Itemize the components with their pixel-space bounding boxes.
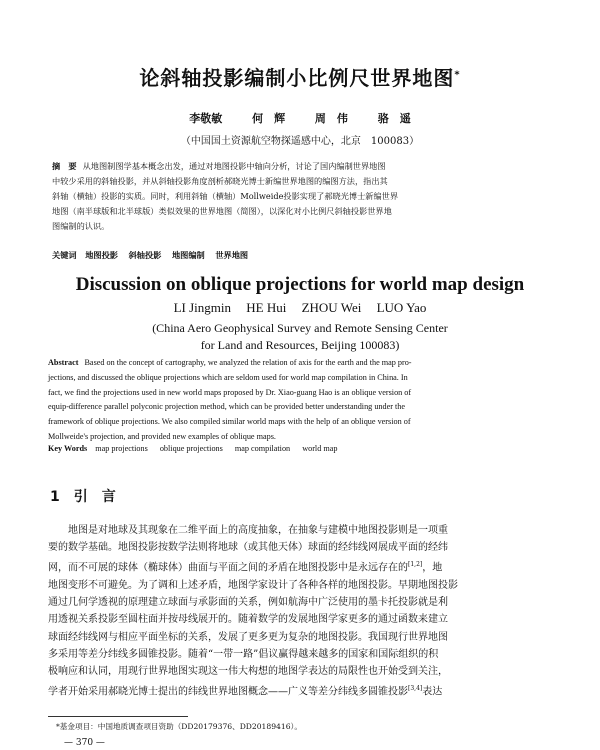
english-abstract-line: Mollweide's projection, and provided new examples of oblique maps. <box>48 431 276 441</box>
english-author: HE Hui <box>246 300 287 315</box>
english-keyword: world map <box>302 444 338 453</box>
english-author: LUO Yao <box>376 300 427 315</box>
english-abstract-line: jections, and discussed the oblique projections which are seldom used for world map compilation in China. In <box>48 372 408 382</box>
chinese-abstract-line: 图编制的认识。 <box>52 221 110 231</box>
footnote-mark: * <box>56 722 60 731</box>
english-affiliation-line: (China Aero Geophysical Survey and Remote Sensing Center <box>152 321 448 335</box>
chinese-author: 李敬敏 <box>189 112 223 125</box>
body-line: 用透视关系投影至圆柱面并按母线展开的。随着数学的发展地图学家更多的通过函数来建立 <box>48 614 448 626</box>
english-keywords <box>48 444 556 453</box>
chinese-abstract-label: 摘 要 <box>52 161 77 171</box>
chinese-authors <box>0 110 600 126</box>
footnote <box>56 721 302 732</box>
chinese-keywords <box>52 250 552 261</box>
body-line: 地图变形不可避免。为了调和上述矛盾，地图学家设计了各种各样的地图投影。早期地图投影 <box>48 579 458 591</box>
english-affiliation-line: for Land and Resources, Beijing 100083) <box>200 338 400 352</box>
english-author: ZHOU Wei <box>301 300 362 315</box>
english-keyword: map compilation <box>234 444 291 453</box>
citation: [3,4] <box>408 685 423 693</box>
body-line: 地图是对地球及其现象在二维平面上的高度抽象，在抽象与建模中地图投影则是一项重 <box>68 525 448 536</box>
footnote-rule <box>48 716 188 717</box>
chinese-keyword: 世界地图 <box>215 250 249 260</box>
chinese-keyword: 斜轴投影 <box>128 250 162 260</box>
body-line: 通过几何学透视的原理建立球面与承影面的关系，例如航海中广泛使用的墨卡托投影就是利 <box>48 597 448 609</box>
english-keyword: map projections <box>95 444 148 453</box>
english-keywords-label: Key Words <box>48 444 88 453</box>
english-title: Discussion on oblique projections for world map design <box>75 274 525 295</box>
page-number: — 370 — <box>64 738 105 748</box>
chinese-title-text: 论斜轴投影编制小比例尺世界地图 <box>139 66 455 90</box>
body-text <box>48 522 558 701</box>
body-line: 多采用等差分纬线多圆锥投影。随着“一带一路”倡议赢得越来越多的国家和国际组织的积 <box>48 648 439 660</box>
footnote-text: 基金项目：中国地质调查项目资助（DD20179376、DD20189416）。 <box>59 722 302 731</box>
chinese-keywords-label: 关键词 <box>52 250 77 260</box>
english-abstract-line: Abstract Based on the concept of cartography, we analyzed the relation of axis for the earth and the map pro- <box>48 358 412 367</box>
english-abstract <box>48 356 556 445</box>
english-authors <box>0 300 600 316</box>
chinese-abstract-line: 摘 要 从地图制图学基本概念出发，通过对地图投影中轴向分析，讨论了国内编制世界地图 <box>52 161 386 171</box>
english-abstract-line: equip-difference parallel polyconic projection method, which can be provided better understanding under the <box>48 402 406 412</box>
chinese-affiliation: （中国国土资源航空物探遥感中心，北京 100083） <box>180 136 420 147</box>
chinese-author: 骆 遥 <box>377 112 411 125</box>
chinese-keyword: 地图投影 <box>85 250 118 260</box>
body-line: 要的数学基础。地图投影按数学法则将地球（或其他天体）球面的经纬线网展成平面的经纬 <box>48 542 448 554</box>
chinese-author: 周 伟 <box>314 112 348 125</box>
chinese-title <box>0 62 600 91</box>
section-number: 1 <box>50 489 60 505</box>
english-affiliation <box>0 320 600 354</box>
body-line: 学者开始采用郝晓光博士提出的纬线世界地图概念——广义等差分纬线多圆锥投影[3,4]表达 <box>48 685 443 698</box>
english-abstract-line: framework of oblique projections. We also compiled similar world maps with the help of an oblique version of <box>48 417 411 427</box>
chinese-keyword: 地图编制 <box>171 250 205 260</box>
chinese-abstract <box>52 159 552 234</box>
english-abstract-line: fact, we find the projections used in new world maps proposed by Dr. Xiao-guang Hao is an oblique version of <box>48 387 412 397</box>
chinese-abstract-line: 斜轴（横轴）投影的实质。同时，利用斜轴（横轴）Mollweide投影实现了郝晓光博士新编世界 <box>52 191 399 201</box>
english-keyword: oblique projections <box>159 444 223 453</box>
section-title: 引 言 <box>73 489 116 505</box>
title-footnote-mark: * <box>454 69 461 81</box>
body-line: 球面经纬线网与相应平面坐标的关系，发展了更多更为复杂的地图投影。我国现行世界地图 <box>48 631 448 643</box>
english-abstract-label: Abstract <box>48 358 79 367</box>
chinese-abstract-line: 中较少采用的斜轴投影，并从斜轴投影角度剖析郝晓光博士新编世界地图的编图方法，指出其 <box>52 176 388 186</box>
chinese-abstract-line: 地图（南半球版和北半球版）类似效果的世界地图（简图），以深化对小比例尺斜轴投影世界地 <box>52 206 392 216</box>
english-author: LI Jingmin <box>173 300 231 315</box>
chinese-author: 何 辉 <box>252 112 286 125</box>
body-line: 极响应和认同，用现行世界地图实现这一伟大构想的地图学表达的局限性也开始受到关注， <box>48 665 448 677</box>
citation: [1,2] <box>408 561 423 569</box>
section-heading <box>50 486 130 506</box>
body-line: 网，而不可展的球体（椭球体）曲面与平面之间的矛盾在地图投影中是永远存在的[1,2]，地 <box>48 561 443 574</box>
